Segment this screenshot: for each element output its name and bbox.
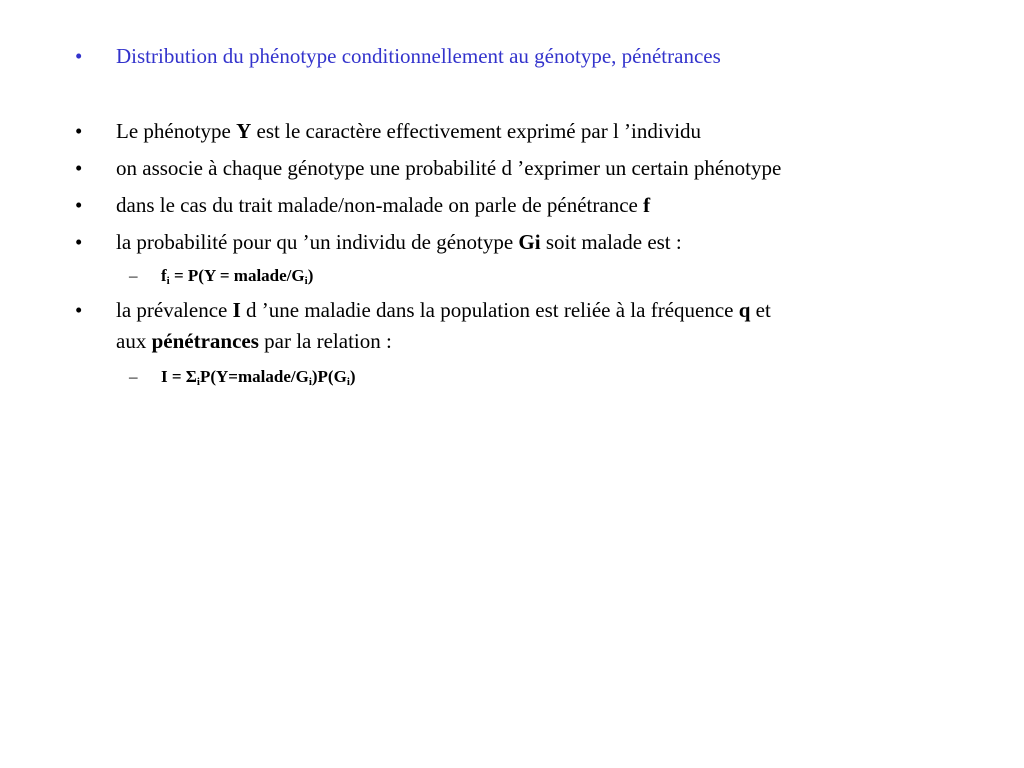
formula-text: $I = \Sigma_iP(Y=malade/G_i)P(G_i)$ — [161, 367, 356, 388]
bullet-text: la probabilité pour qu ’un individu de génotype Gi soit malade est : — [116, 230, 682, 254]
bullet-icon: • — [75, 156, 83, 180]
bold-term: Y — [236, 119, 252, 143]
formula-text: $f_i = P(Y$ = malade/$G_i$) — [161, 266, 314, 287]
bold-term: Gi — [518, 230, 541, 254]
bullet-icon: • — [75, 119, 83, 143]
dash-icon: – — [129, 367, 138, 386]
heading-text: Distribution du phénotype conditionnellement au génotype, pénétrances — [116, 44, 721, 68]
bullet-text: on associe à chaque génotype une probabilité d ’exprimer un certain phénotype — [116, 156, 782, 180]
bold-term: f — [643, 193, 651, 217]
bold-term: pénétrances — [151, 329, 259, 353]
bullet-text-line-1: la prévalence I d ’une maladie dans la population est reliée à la fréquence q et — [116, 298, 771, 322]
bullet-icon: • — [75, 298, 83, 322]
bold-term: I — [232, 298, 241, 322]
bullet-icon: • — [75, 230, 83, 254]
bullet-text: Le phénotype Y est le caractère effectivement exprimé par l ’individu — [116, 119, 702, 143]
bullet-icon: • — [75, 44, 83, 68]
dash-icon: – — [129, 266, 138, 285]
bullet-icon: • — [75, 193, 83, 217]
bullet-text-line-2: aux pénétrances par la relation : — [116, 329, 392, 353]
bullet-text: dans le cas du trait malade/non-malade on parle de pénétrance f — [116, 193, 651, 217]
bold-term: q — [738, 298, 751, 322]
bullet-text — [116, 295, 956, 357]
